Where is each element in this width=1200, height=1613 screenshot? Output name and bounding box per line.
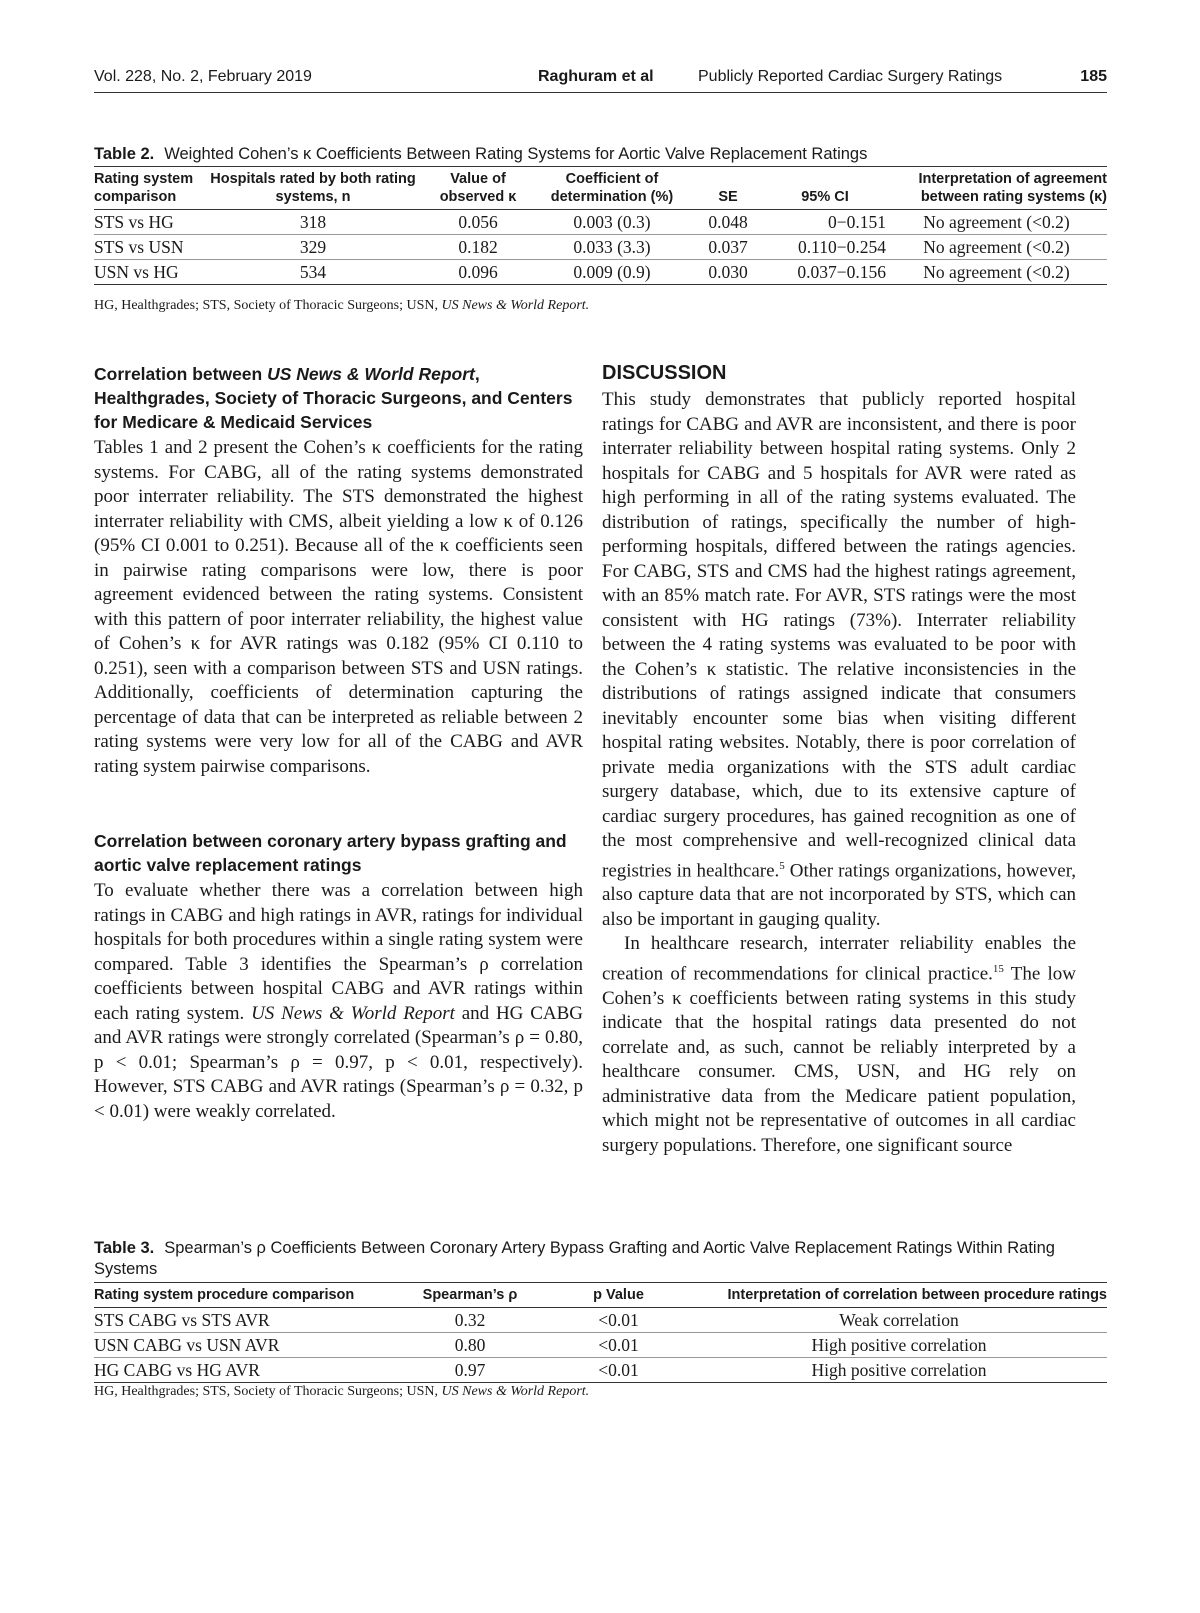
citation-ref: 5 [779, 859, 785, 872]
table2-header-cell: Value of observed κ [424, 167, 532, 210]
table-row [94, 260, 1107, 285]
section2-paragraph [94, 879, 583, 1124]
paragraph-text: The low Cohen’s κ coefficients between rating systems in this study indicate that the hospital ratings data presented do not correlate and, as such, cannot be reliably interpreted by a healthcare consumer. CMS, USN, and HG rely on administrative data from the Medicare patient population, which might not be representative of outcomes in all cardiac surgery populations. Therefore, one significant source [602, 963, 1076, 1156]
table-cell: 0.97 [394, 1358, 546, 1383]
table-cell: High positive correlation [691, 1333, 1107, 1358]
paragraph-italic: US News & World Report [251, 1002, 455, 1024]
table-cell: 0.048 [692, 210, 764, 235]
table-cell: USN vs HG [94, 260, 202, 285]
section-heading-correlation-ratings [94, 362, 583, 434]
table2-header-row [94, 167, 1107, 210]
table-cell: 0.030 [692, 260, 764, 285]
heading-part-italic: US News & World Report [267, 364, 475, 384]
table-cell: 0.009 (0.9) [532, 260, 692, 285]
table2 [94, 166, 1107, 285]
table2-header-cell: Hospitals rated by both rating systems, n [202, 167, 424, 210]
table-cell: <0.01 [546, 1308, 691, 1333]
table3-caption-text: Spearman’s ρ Coefficients Between Coronary Artery Bypass Grafting and Aortic Valve Replacement Ratings Within Rating Systems [94, 1239, 1055, 1278]
table-row [94, 210, 1107, 235]
discussion-paragraph-1 [602, 388, 1076, 932]
table-cell: 0.182 [424, 235, 532, 260]
discussion-heading: DISCUSSION [602, 362, 727, 384]
table2-footnote-text: HG, Healthgrades; STS, Society of Thoracic Surgeons; USN, [94, 298, 442, 313]
table-cell: Weak correlation [691, 1308, 1107, 1333]
section1-paragraph: Tables 1 and 2 present the Cohen’s κ coefficients for the rating systems. For CABG, all of the rating systems demonstrated poor interrater reliability. The STS demonstrated the highest interrater reliability with CMS, albeit yielding a low κ of 0.126 (95% CI 0.001 to 0.251). Because all of the κ coefficients seen in pairwise rating comparisons were low, there is poor agreement evidenced between the rating systems. Consistent with this pattern of poor interrater reliability, the highest value of Cohen’s κ for AVR ratings was 0.182 (95% CI 0.110 to 0.251), seen with a comparison between STS and USN ratings. Additionally, coefficients of determination capturing the percentage of data that can be interpreted as reliable between 2 rating systems were very low for all of the CABG and AVR rating system pairwise comparisons. [94, 437, 583, 777]
citation-ref: 15 [992, 962, 1004, 975]
table-cell: No agreement (<0.2) [886, 235, 1107, 260]
discussion-paragraph-2 [602, 932, 1076, 1158]
table-cell: 0.096 [424, 260, 532, 285]
paragraph-text: and HG CABG and AVR ratings were strongly correlated (Spearman’s ρ = 0.80, p < 0.01; Spearman’s ρ = 0.97, p < 0.01, respectively). However, STS CABG and AVR ratings (Spearman’s ρ = 0.32, p < 0.01) were weakly correlated. [94, 1002, 583, 1122]
table2-header-cell: SE [692, 167, 764, 210]
table-cell: 329 [202, 235, 424, 260]
table-row [94, 1333, 1107, 1358]
table-cell: 0−0.151 [764, 210, 886, 235]
running-header [94, 64, 1107, 93]
table2-header-cell: Rating system comparison [94, 167, 202, 210]
paragraph-text: In healthcare research, interrater reliability enables the creation of recommendations for clinical practice. [602, 933, 1076, 985]
table-cell: STS vs USN [94, 235, 202, 260]
table-cell: 318 [202, 210, 424, 235]
table3-footnote-italic: US News & World Report. [441, 1384, 590, 1399]
table-cell: 0.32 [394, 1308, 546, 1333]
table-row [94, 235, 1107, 260]
journal-volume: Vol. 228, No. 2, February 2019 [94, 68, 312, 85]
table3-caption [94, 1238, 1107, 1280]
table2-header-cell: Coefficient of determination (%) [532, 167, 692, 210]
table2-label: Table 2. [94, 145, 155, 163]
table3-header-cell: Rating system procedure comparison [94, 1283, 394, 1308]
heading-part: Correlation between [94, 364, 268, 384]
table-cell: USN CABG vs USN AVR [94, 1333, 394, 1358]
paragraph-text: To evaluate whether there was a correlation between high ratings in CABG and high ratings in AVR, ratings for individual hospitals for both procedures within a single rating system were compared. Table 3 identifies the Spearman’s ρ correlation coefficients between hospital CABG and AVR ratings within each rating system. [94, 880, 583, 1024]
running-authors: Raghuram et al [538, 68, 654, 85]
table-cell: High positive correlation [691, 1358, 1107, 1383]
table-cell: No agreement (<0.2) [886, 210, 1107, 235]
table2-footnote [94, 298, 1107, 314]
table3-footnote-text: HG, Healthgrades; STS, Society of Thoracic Surgeons; USN, [94, 1384, 442, 1399]
table-cell: 0.003 (0.3) [532, 210, 692, 235]
table2-footnote-italic: US News & World Report. [441, 298, 590, 313]
table-cell: STS CABG vs STS AVR [94, 1308, 394, 1333]
table-cell: 0.037−0.156 [764, 260, 886, 285]
paragraph-text: Other ratings organizations, however, also capture data that are not incorporated by STS, which can also be important in gauging quality. [602, 859, 1077, 930]
table3-header-cell: Interpretation of correlation between procedure ratings [691, 1283, 1107, 1308]
table2-caption [94, 144, 1107, 165]
table3-header-cell: p Value [546, 1283, 691, 1308]
left-column [94, 362, 583, 1124]
paragraph-text: This study demonstrates that publicly reported hospital ratings for CABG and AVR are inconsistent, and there is poor interrater reliability between hospital rating systems. Only 2 hospitals for CABG and 5 hospitals for AVR were rated as high performing in all of the rating systems evaluated. The distribution of ratings, specifically the number of high-performing hospitals, differed between the ratings agencies. For CABG, STS and CMS had the highest ratings agreement, with an 85% match rate. For AVR, STS ratings were the most consistent with HG ratings (73%). Interrater reliability between the 4 rating systems was evaluated to be poor with the Cohen’s κ statistic. The relative inconsistencies in the distributions of ratings assigned indicate that consumers inevitably encounter some bias when visiting different hospital rating websites. Notably, there is poor correlation of private media organizations with the STS adult cardiac surgery database, which, due to its extensive capture of cardiac surgery procedures, has gained recognition as one of the most comprehensive and well-recognized clinical data registries in healthcare. [602, 389, 1076, 881]
table-cell: <0.01 [546, 1333, 691, 1358]
table-cell: 534 [202, 260, 424, 285]
table-cell: STS vs HG [94, 210, 202, 235]
table2-caption-text: Weighted Cohen’s κ Coefficients Between Rating Systems for Aortic Valve Replacement Ratings [164, 145, 868, 163]
table-cell: No agreement (<0.2) [886, 260, 1107, 285]
table2-header-cell: Interpretation of agreement between rating systems (κ) [886, 167, 1107, 210]
right-column [602, 360, 1076, 1158]
table3 [94, 1282, 1107, 1383]
table3-label: Table 3. [94, 1239, 155, 1257]
table-cell: <0.01 [546, 1358, 691, 1383]
table-row [94, 1358, 1107, 1383]
table-cell: 0.110−0.254 [764, 235, 886, 260]
table-cell: 0.80 [394, 1333, 546, 1358]
table3-header-row [94, 1283, 1107, 1308]
table-cell: 0.056 [424, 210, 532, 235]
page-number: 185 [1080, 68, 1107, 85]
table2-header-cell: 95% CI [764, 167, 886, 210]
table-cell: HG CABG vs HG AVR [94, 1358, 394, 1383]
table-cell: 0.033 (3.3) [532, 235, 692, 260]
table-cell: 0.037 [692, 235, 764, 260]
table3-footnote [94, 1384, 1107, 1400]
table3-header-cell: Spearman’s ρ [394, 1283, 546, 1308]
section-heading-cabg-avr: Correlation between coronary artery bypass grafting and aortic valve replacement ratings [94, 831, 567, 875]
heading-part: , Healthgrades, Society of Thoracic Surgeons, and Centers for Medicare & Medicaid Services [94, 364, 573, 432]
running-title: Publicly Reported Cardiac Surgery Ratings [698, 68, 1003, 85]
table-row [94, 1308, 1107, 1333]
